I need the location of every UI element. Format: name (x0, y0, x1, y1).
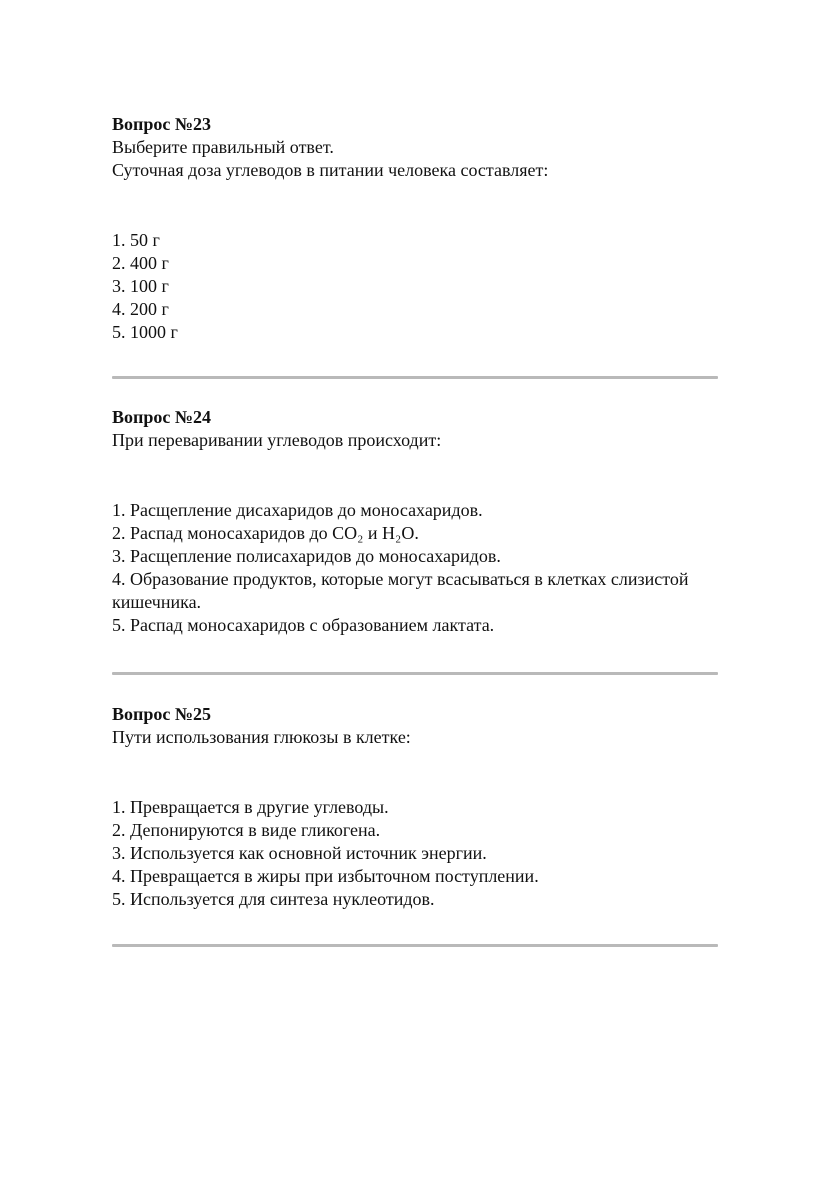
question-text: При переваривании углеводов происходит: (112, 430, 442, 450)
answer-option: 1. Расщепление дисахаридов до моносахаридов. (112, 500, 483, 520)
answer-option: 4. Превращается в жиры при избыточном поступлении. (112, 866, 539, 886)
question-instruction: Выберите правильный ответ. (112, 137, 334, 157)
section-divider (112, 672, 718, 675)
answer-option: 5. Используется для синтеза нуклеотидов. (112, 889, 435, 909)
question-title: Вопрос №24 (112, 407, 211, 427)
question-24 (112, 406, 722, 637)
answer-option: 3. Используется как основной источник энергии. (112, 843, 487, 863)
answer-option: 2. 400 г (112, 253, 169, 273)
answer-option: 5. 1000 г (112, 322, 178, 342)
answer-option: 5. Распад моносахаридов с образованием лактата. (112, 615, 495, 635)
answer-options (112, 229, 722, 344)
answer-option: 1. 50 г (112, 230, 160, 250)
answer-option: 3. Расщепление полисахаридов до моносахаридов. (112, 546, 501, 566)
answer-options (112, 499, 722, 637)
question-title: Вопрос №23 (112, 114, 211, 134)
answer-option: 2. Депонируются в виде гликогена. (112, 820, 381, 840)
question-text: Пути использования глюкозы в клетке: (112, 727, 411, 747)
answer-options (112, 796, 722, 911)
question-title: Вопрос №25 (112, 704, 211, 724)
question-text: Суточная доза углеводов в питании человека составляет: (112, 160, 549, 180)
answer-option: 4. 200 г (112, 299, 169, 319)
answer-option: 3. 100 г (112, 276, 169, 296)
question-23 (112, 113, 722, 344)
answer-option: 4. Образование продуктов, которые могут всасываться в клетках слизистой кишечника. (112, 569, 689, 612)
section-divider (112, 376, 718, 379)
answer-option: 2. Распад моносахаридов до CO₂ и H₂O. (112, 523, 419, 543)
section-divider (112, 944, 718, 947)
question-25 (112, 703, 722, 911)
answer-option: 1. Превращается в другие углеводы. (112, 797, 389, 817)
